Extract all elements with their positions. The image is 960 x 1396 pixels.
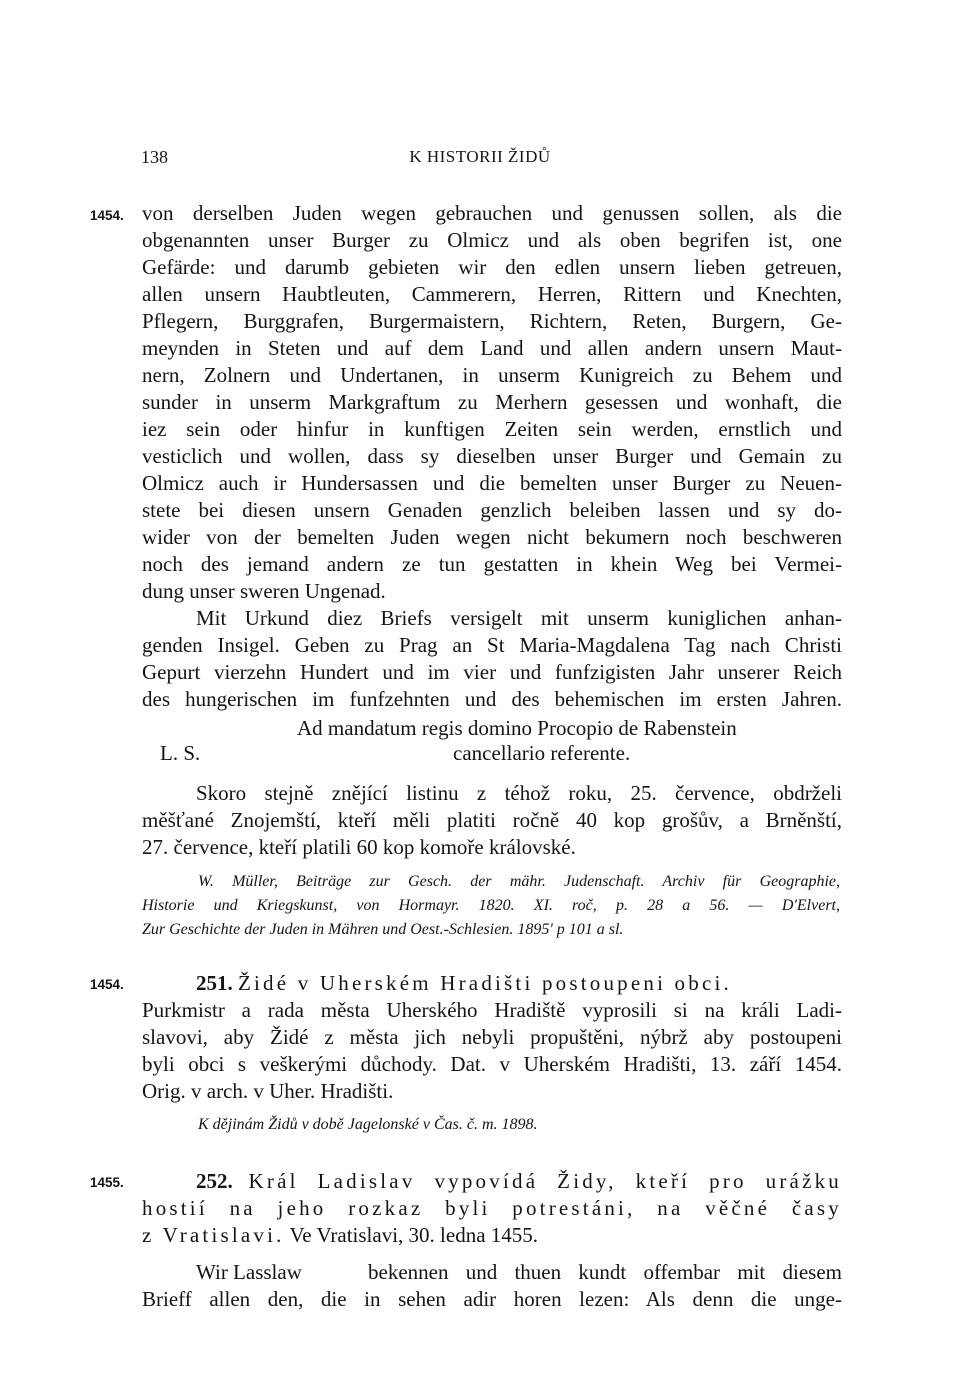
- entry-title: Král Ladislav vypovídá Židy, kteří pro urážku: [248, 1169, 842, 1193]
- text-line: wider von der bemelten Juden wegen nicht bekumern noch beschweren: [142, 525, 842, 549]
- running-title: K HISTORII ŽIDŮ: [409, 147, 551, 166]
- signature-line: Ad mandatum regis domino Procopio de Rabenstein: [297, 716, 737, 740]
- page-number: 138: [141, 147, 168, 167]
- text-line: nern, Zolnern und Undertanen, in unserm Kunigreich zu Behem und: [142, 363, 842, 387]
- citation-line: W. Müller, Beiträge zur Gesch. der mähr. Judenschaft. Archiv für Geographie,: [198, 873, 840, 890]
- entry-title-part: z Vratislavi.: [142, 1223, 285, 1247]
- charter-text: [142, 200, 842, 713]
- text-line: Purkmistr a rada města Uherského Hradiště vyprosili si na králi Ladi-: [142, 998, 842, 1022]
- citation-line: Historie und Kriegskunst, von Hormayr. 1820. XI. roč, p. 28 a 56. — D'Elvert,: [142, 897, 840, 914]
- bibliographic-citation: [142, 1113, 840, 1137]
- text-line: Gefärde: und darumb gebieten wir den edlen unsern lieben getreuen,: [142, 255, 842, 279]
- margin-year: 1454.: [90, 208, 124, 223]
- text-line: Olmicz auch ir Hundersassen und die bemelten unser Burger zu Neuen-: [142, 471, 842, 495]
- entry-heading: [142, 970, 842, 997]
- text-line: měšťané Znojemští, kteří měli platiti ročně 40 kop grošův, a Brněnští,: [142, 808, 842, 832]
- text-line: Mit Urkund diez Briefs versigelt mit unserm kuniglichen anhan-: [196, 606, 842, 630]
- entry-title-line: [142, 1222, 842, 1249]
- margin-year: 1455.: [90, 1175, 124, 1190]
- text-line: des hungerischen im funfzehnten und des behemischen im ersten Jahren.: [142, 687, 842, 711]
- text-line: von derselben Juden wegen gebrauchen und genussen sollen, als die: [142, 201, 842, 225]
- text-line: vesticlich und wollen, dass sy dieselben unser Burger und Gemain zu: [142, 444, 842, 468]
- entry-252: [142, 1168, 842, 1249]
- text-line: stete bei diesen unsern Genaden genzlich beleiben lassen und sy do-: [142, 498, 842, 522]
- entry-251: [142, 970, 842, 1105]
- editorial-note: [142, 780, 842, 861]
- text-line: Pflegern, Burggrafen, Burgermaistern, Richtern, Reten, Burgern, Ge-: [142, 309, 842, 333]
- text-line: sunder in unserm Markgraftum zu Merhern gesessen und wonhaft, die: [142, 390, 842, 414]
- entry-number: 251.: [196, 971, 233, 995]
- text-line: obgenannten unser Burger zu Olmicz und als oben begrifen ist, one: [142, 228, 842, 252]
- text-fragment: bekennen und thuen kundt offembar mit diesem: [368, 1260, 842, 1284]
- text-line: genden Insigel. Geben zu Prag an St Maria-Magdalena Tag nach Christi: [142, 633, 842, 657]
- text-line: allen unsern Haubtleuten, Cammerern, Herren, Rittern und Knechten,: [142, 282, 842, 306]
- entry-date: Ve Vratislavi, 30. ledna 1455.: [289, 1223, 539, 1247]
- citation-line: Zur Geschichte der Juden in Mähren und Oest.-Schlesien. 1895' p 101 a sl.: [142, 921, 624, 938]
- text-fragment: Wir Lasslaw: [196, 1260, 302, 1284]
- signature-line: cancellario referente.: [453, 741, 631, 765]
- text-line: Orig. v arch. v Uher. Hradišti.: [142, 1079, 394, 1103]
- citation-line: K dějinám Židů v době Jagelonské v Čas. č. m. 1898.: [198, 1116, 538, 1133]
- text-line: byli obci s veškerými důchody. Dat. v Uherském Hradišti, 13. září 1454.: [142, 1052, 842, 1076]
- text-line: 27. července, kteří platili 60 kop komoře královské.: [142, 835, 576, 859]
- charter-text: [142, 1259, 842, 1313]
- text-line: meynden in Steten und auf dem Land und allen andern unsern Maut-: [142, 336, 842, 360]
- text-line: Brieff allen den, die in sehen adir horen lezen: Als denn die unge-: [142, 1287, 842, 1311]
- entry-title: Židé v Uherském Hradišti postoupeni obci.: [238, 971, 732, 995]
- text-line: [142, 1259, 842, 1286]
- entry-heading: [142, 1168, 842, 1195]
- seal-mark: L. S.: [160, 741, 201, 765]
- text-line: dung unser sweren Ungenad.: [142, 579, 386, 603]
- entry-number: 252.: [196, 1169, 233, 1193]
- text-line: noch des jemand andern ze tun gestatten in khein Weg bei Vermei-: [142, 552, 842, 576]
- bibliographic-citation: [142, 870, 840, 942]
- text-line: slavovi, aby Židé z města jich nebyli propuštěni, nýbrž aby postoupeni: [142, 1025, 842, 1049]
- entry-title-line: hostií na jeho rozkaz byli potrestáni, na věčné časy: [142, 1196, 842, 1220]
- margin-year: 1454.: [90, 977, 124, 992]
- text-line: iez sein oder hinfur in kunftigen Zeiten sein werden, ernstlich und: [142, 417, 842, 441]
- text-line: Skoro stejně znějící listinu z téhož roku, 25. července, obdrželi: [196, 781, 842, 805]
- text-line: Gepurt vierzehn Hundert und im vier und funfzigisten Jahr unserer Reich: [142, 660, 842, 684]
